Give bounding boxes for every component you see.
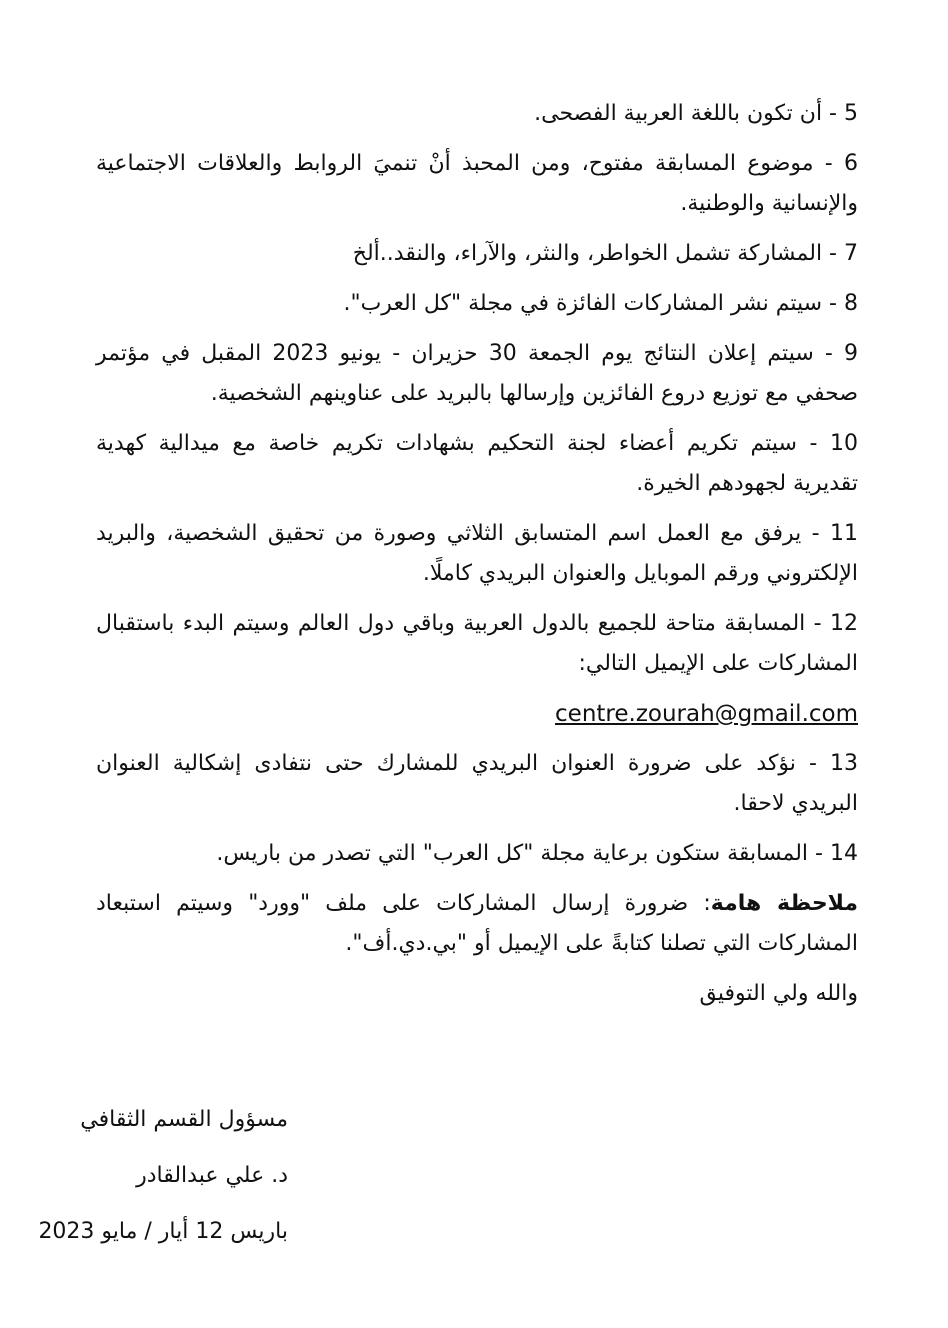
item-number: 13 (830, 751, 858, 776)
list-item: 6 - موضوع المسابقة مفتوح، ومن المحبذ أنْ تنميَ الروابط والعلاقات الاجتماعية والإنسانية والوطنية. (96, 151, 858, 216)
list-item: 14 - المسابقة ستكون برعاية مجلة "كل العرب" التي تصدر من باريس. (216, 841, 858, 866)
item-text: موضوع المسابقة مفتوح، ومن المحبذ أنْ تنميَ الروابط والعلاقات الاجتماعية والإنسانية والوطنية. (96, 151, 858, 216)
item-text: يرفق مع العمل اسم المتسابق الثلاثي وصورة من تحقيق الشخصية، والبريد الإلكتروني ورقم الموبايل والعنوان البريدي كاملًا. (96, 521, 858, 586)
signature-name: د. علي عبدالقادر (136, 1163, 288, 1188)
item-number: 6 (843, 151, 858, 176)
item-number: 11 (829, 521, 858, 546)
item-text: المسابقة ستكون برعاية مجلة "كل العرب" التي تصدر من باريس. (216, 841, 809, 866)
signature-role: مسؤول القسم الثقافي (80, 1107, 288, 1132)
item-text: المسابقة متاحة للجميع بالدول العربية وباقي دول العالم وسيتم البدء باستقبال المشاركات على الإيميل التالي: (96, 611, 858, 676)
list-item: 13 - نؤكد على ضرورة العنوان البريدي للمشارك حتى نتفادى إشكالية العنوان البريدي لاحقا. (96, 751, 858, 816)
item-number: 14 (830, 841, 858, 866)
important-note (96, 884, 858, 964)
item-number: 8 (844, 291, 858, 316)
document-body (96, 94, 858, 1024)
item-text: نؤكد على ضرورة العنوان البريدي للمشارك حتى نتفادى إشكالية العنوان البريدي لاحقا. (96, 751, 858, 816)
item-text: سيتم تكريم أعضاء لجنة التحكيم بشهادات تكريم خاصة مع ميدالية كهدية تقديرية لجهودهم الخيرة. (96, 431, 858, 496)
email-link[interactable]: centre.zourah@gmail.com (555, 701, 858, 727)
list-item: 8 - سيتم نشر المشاركات الفائزة في مجلة "كل العرب". (343, 291, 858, 316)
signature-place-date: باريس 12 أيار / مايو 2023 (38, 1219, 288, 1244)
item-number: 9 (844, 341, 858, 366)
item-text: سيتم نشر المشاركات الفائزة في مجلة "كل العرب". (343, 291, 823, 316)
list-item: 10 - سيتم تكريم أعضاء لجنة التحكيم بشهادات تكريم خاصة مع ميدالية كهدية تقديرية لجهودهم الخيرة. (96, 431, 858, 496)
list-item: 9 - سيتم إعلان النتائج يوم الجمعة 30 حزيران - يونيو 2023 المقبل في مؤتمر صحفي مع توزيع دروع الفائزين وإرسالها بالبريد على عناوينهم الشخصية. (96, 341, 858, 406)
closing-line: والله ولي التوفيق (699, 981, 858, 1006)
note-text: : ضرورة إرسال المشاركات على ملف "وورد" وسيتم استبعاد المشاركات التي تصلنا كتابةً على الإيميل أو "بي.دي.أف". (96, 891, 858, 956)
note-label: ملاحظة هامة (710, 891, 859, 916)
item-number: 10 (830, 431, 858, 456)
item-text: أن تكون باللغة العربية الفصحى. (534, 101, 823, 126)
list-item: 11 - يرفق مع العمل اسم المتسابق الثلاثي وصورة من تحقيق الشخصية، والبريد الإلكتروني ورقم الموبايل والعنوان البريدي كاملًا. (96, 521, 858, 586)
item-text: سيتم إعلان النتائج يوم الجمعة 30 حزيران - يونيو 2023 المقبل في مؤتمر صحفي مع توزيع دروع الفائزين وإرسالها بالبريد على عناوينهم الشخصية. (96, 341, 858, 406)
list-item: 7 - المشاركة تشمل الخواطر، والنثر، والآراء، والنقد..ألخ (352, 241, 858, 266)
item-number: 7 (844, 241, 858, 266)
item-number: 12 (830, 611, 858, 636)
item-text: المشاركة تشمل الخواطر، والنثر، والآراء، والنقد..ألخ (352, 241, 823, 266)
item-number: 5 (844, 101, 858, 126)
list-item: 5 - أن تكون باللغة العربية الفصحى. (534, 101, 858, 126)
signature-block (28, 1092, 288, 1260)
list-item: 12 - المسابقة متاحة للجميع بالدول العربية وباقي دول العالم وسيتم البدء باستقبال المشاركات على الإيميل التالي: (96, 611, 858, 676)
